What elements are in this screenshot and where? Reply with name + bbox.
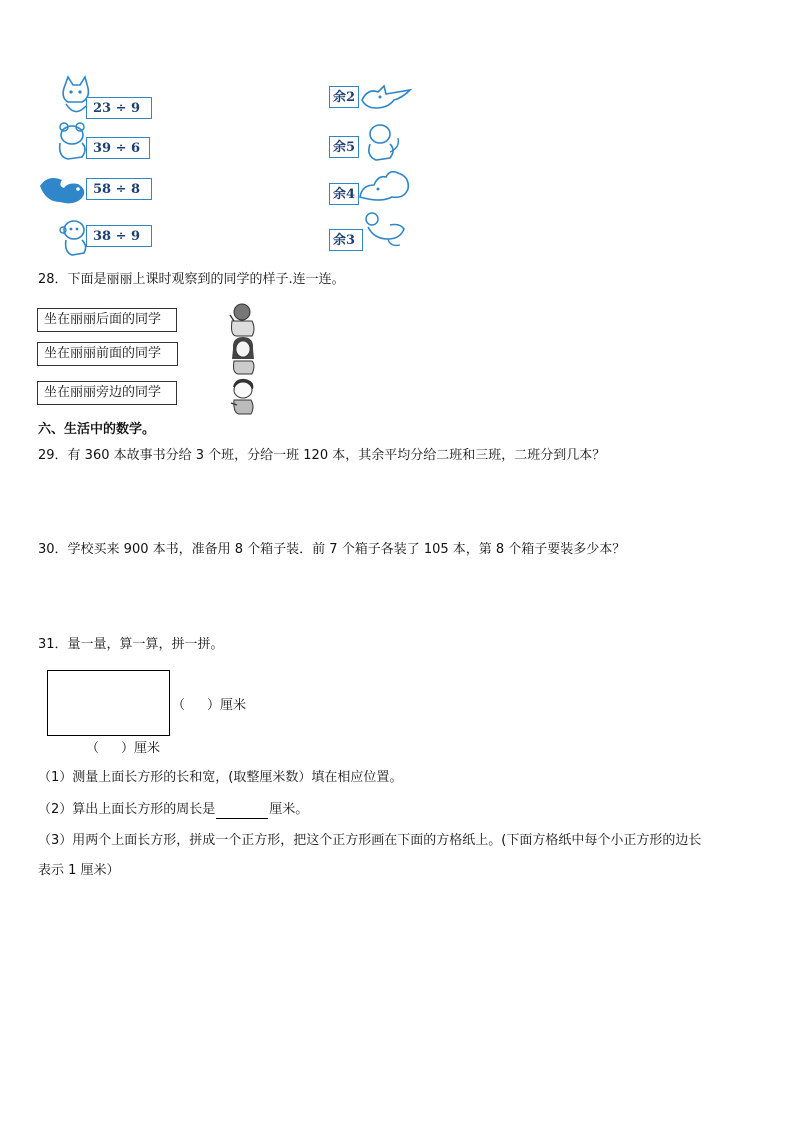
- division-card-1: 23 ÷ 9: [86, 97, 152, 119]
- width-label-close: ）厘米: [207, 698, 247, 713]
- remainder-card-3: 余4: [329, 183, 359, 205]
- perimeter-answer-blank[interactable]: [216, 804, 268, 819]
- part-2-text-before: （2）算出上面长方形的周长是: [38, 802, 216, 817]
- division-card-3: 58 ÷ 8: [86, 178, 152, 200]
- length-answer-label: [86, 740, 160, 758]
- question-31-part-3-line-1: （3）用两个上面长方形，拼成一个正方形，把这个正方形画在下面的方格纸上。(下面方格纸中每个小正方形的边长: [38, 833, 702, 848]
- option-sitting-behind: 坐在丽丽后面的同学: [37, 308, 177, 332]
- squirrel-outline-icon: [356, 167, 414, 205]
- remainder-card-1: 余2: [329, 86, 359, 108]
- student-back-view-icon: [224, 301, 258, 337]
- squirrel-animal-icon: [38, 172, 90, 208]
- part-2-text-after: 厘米。: [269, 802, 309, 817]
- monkey-sitting-icon: [360, 122, 402, 164]
- option-sitting-in-front: 坐在丽丽前面的同学: [37, 342, 178, 366]
- question-31-text: 31．量一量，算一算，拼一拼。: [38, 637, 224, 652]
- fox-animal-icon: [358, 84, 414, 112]
- remainder-card-2: 余5: [329, 136, 359, 158]
- girl-front-view-icon: [226, 335, 260, 375]
- length-label-close: ）厘米: [121, 741, 161, 756]
- section-6-title: 六、生活中的数学。: [38, 422, 156, 437]
- width-label-open: （: [172, 698, 186, 713]
- question-29-text: 29．有 360 本故事书分给 3 个班，分给一班 120 本，其余平均分给二班和三班，二班分到几本？: [38, 448, 606, 463]
- division-card-2: 39 ÷ 6: [86, 137, 150, 159]
- option-sitting-beside: 坐在丽丽旁边的同学: [37, 381, 177, 405]
- question-31-part-1: （1）测量上面长方形的长和宽，(取整厘米数）填在相应位置。: [38, 770, 403, 785]
- question-28-text: 28．下面是丽丽上课时观察到的同学的样子.连一连。: [38, 272, 345, 287]
- width-answer-label: [172, 697, 246, 715]
- rectangle-figure: [47, 670, 170, 736]
- boy-side-view-icon: [227, 377, 259, 415]
- question-31-part-2: [38, 801, 308, 819]
- division-card-4: 38 ÷ 9: [86, 225, 152, 247]
- question-31-part-3-line-2: 表示 1 厘米）: [38, 863, 120, 878]
- length-label-open: （: [86, 741, 100, 756]
- mouse-animal-icon: [360, 209, 408, 249]
- question-30-text: 30．学校买来 900 本书，准备用 8 个箱子装．前 7 个箱子各装了 105 本，第 8 个箱子要装多少本？: [38, 542, 626, 557]
- bear-animal-icon: [54, 121, 90, 163]
- remainder-card-4: 余3: [329, 229, 363, 251]
